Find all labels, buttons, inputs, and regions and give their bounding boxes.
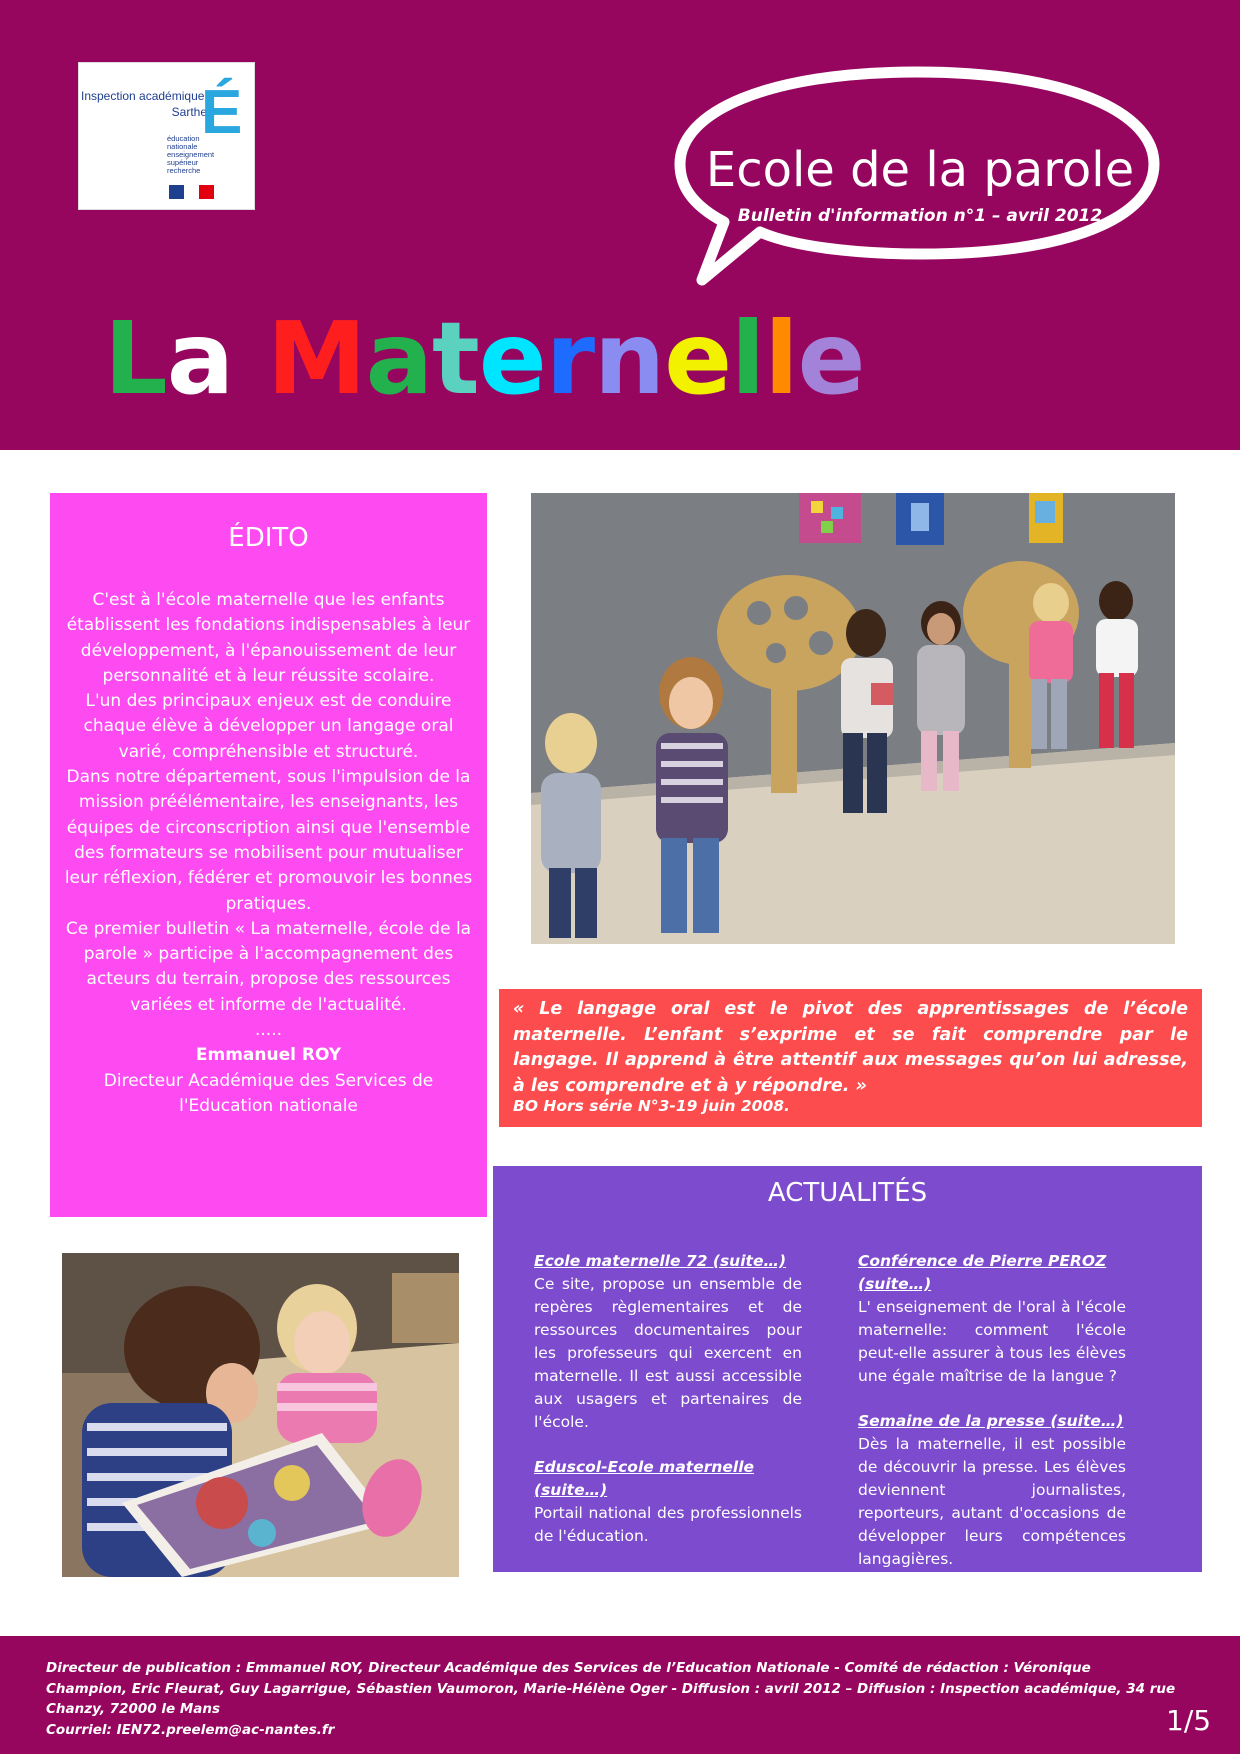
edito-paragraph: L'un des principaux enjeux est de conduire chaque élève à développer un langage oral varié, compréhensible et structuré.	[83, 691, 454, 762]
title-letter: e	[478, 300, 546, 417]
bulletin-subtitle: Bulletin d'information n°1 – avril 2012	[737, 206, 1103, 226]
edito-paragraph: C'est à l'école maternelle que les enfants établissent les fondations indispensables à leur développement, à l'épanouissement de leur personnalité et à leur réussite scolaire.	[66, 590, 471, 686]
news-body: Dès la maternelle, il est possible de découvrir la presse. Les élèves deviennent journalistes, reporteurs, autant d'occasions de développer leurs compétences langagières.	[858, 1435, 1126, 1568]
edito-paragraph: Dans notre département, sous l'impulsion de la mission préélémentaire, les enseignants, les équipes de circonscription ainsi que l'ensemble des formateurs se mobilisent pour mutualiser leur réflexion, fédérer et promouvoir les bonnes pratiques.	[64, 767, 473, 914]
quote-box	[499, 989, 1202, 1127]
edito-text	[58, 588, 479, 1119]
quote-text: « Le langage oral est le pivot des apprentissages de l’école maternelle. L’enfant s’exprime et se fait comprendre par le langage. Il apprend à être attentif aux messages qu’on lui adresse, à les comprendre et à y répondre. »	[513, 999, 1188, 1096]
title-letter: e	[797, 300, 865, 417]
news-body: Ce site, propose un ensemble de repères règlementaires et de ressources documentaires pour les professeurs qui exercent en maternelle. Il est aussi accessible aux usagers et partenaires de l'école.	[534, 1275, 802, 1431]
actualites-right-column	[858, 1250, 1126, 1593]
news-item	[858, 1250, 1126, 1388]
title-letter: r	[545, 300, 595, 417]
french-flag-icon	[169, 185, 214, 199]
actualites-box	[493, 1166, 1202, 1572]
edito-ellipsis: .....	[254, 1020, 283, 1041]
news-body: L' enseignement de l'oral à l'école maternelle: comment l'école peut-elle assurer à tous les élèves une égale maîtrise de la langue ?	[858, 1298, 1126, 1385]
title-letter: e	[664, 300, 732, 417]
news-link-eduscol[interactable]: Eduscol-Ecole maternelle (suite…)	[534, 1458, 755, 1499]
news-item	[534, 1456, 802, 1548]
news-link-ecole-maternelle-72[interactable]: Ecole maternelle 72 (suite…)	[534, 1252, 787, 1270]
title-letter: M	[267, 300, 366, 417]
title-letter: L	[104, 300, 167, 417]
footer-banner	[0, 1636, 1240, 1754]
news-link-semaine-presse[interactable]: Semaine de la presse (suite…)	[858, 1412, 1124, 1430]
news-item	[534, 1250, 802, 1434]
actualites-left-column	[534, 1250, 802, 1570]
edito-title: ÉDITO	[228, 523, 309, 553]
children-reading-photo	[62, 1253, 459, 1577]
news-body: Portail national des professionnels de l'éducation.	[534, 1504, 802, 1545]
footer-credits	[46, 1658, 1176, 1740]
edito-box	[50, 493, 487, 1217]
news-item	[858, 1410, 1126, 1571]
logo-line2: Sarthe	[171, 105, 207, 119]
la-maternelle-title	[104, 300, 864, 417]
bulletin-title: Ecole de la parole	[705, 142, 1135, 198]
title-letter: a	[166, 300, 234, 417]
footer-publication-info: Directeur de publication : Emmanuel ROY, Directeur Académique des Services de l’Education Nationale - Comité de rédaction : Véronique Champion, Eric Fleurat, Guy Lagarrigue, Sébastien Vaumoron, Marie-Hélène Oger - Diffusion : avril 2012 – Diffusion : Inspection académique, 34 rue Chanzy, 72000 le Mans	[46, 1660, 1176, 1717]
actualites-title: ACTUALITÉS	[767, 1178, 928, 1208]
header-banner	[0, 0, 1240, 450]
title-letter: a	[365, 300, 433, 417]
children-dancing-photo	[531, 493, 1175, 944]
logo-e-letter: É	[201, 78, 243, 147]
title-letter: n	[594, 300, 665, 417]
footer-email[interactable]: Courriel: IEN72.preelem@ac-nantes.fr	[46, 1721, 335, 1738]
title-letter: l	[731, 300, 765, 417]
quote-source: BO Hors série N°3-19 juin 2008.	[513, 1097, 790, 1115]
edito-paragraph: Ce premier bulletin « La maternelle, école de la parole » participe à l'accompagnement des acteurs du terrain, propose des ressources variées et informe de l'actualité.	[65, 918, 472, 1015]
page-number: 1/5	[1166, 1704, 1212, 1737]
title-letter	[233, 300, 267, 417]
inspection-academique-logo	[78, 62, 255, 210]
logo-line1: Inspection académique	[81, 89, 205, 103]
title-letter: t	[432, 300, 479, 417]
edito-signature-role: Directeur Académique des Services de l'Education nationale	[103, 1070, 434, 1116]
logo-subtext: éducation nationale enseignement supérieur recherche	[167, 134, 215, 175]
edito-signature-name: Emmanuel ROY	[195, 1045, 342, 1066]
title-letter: l	[764, 300, 798, 417]
news-link-conference-peroz[interactable]: Conférence de Pierre PEROZ (suite…)	[858, 1252, 1107, 1293]
